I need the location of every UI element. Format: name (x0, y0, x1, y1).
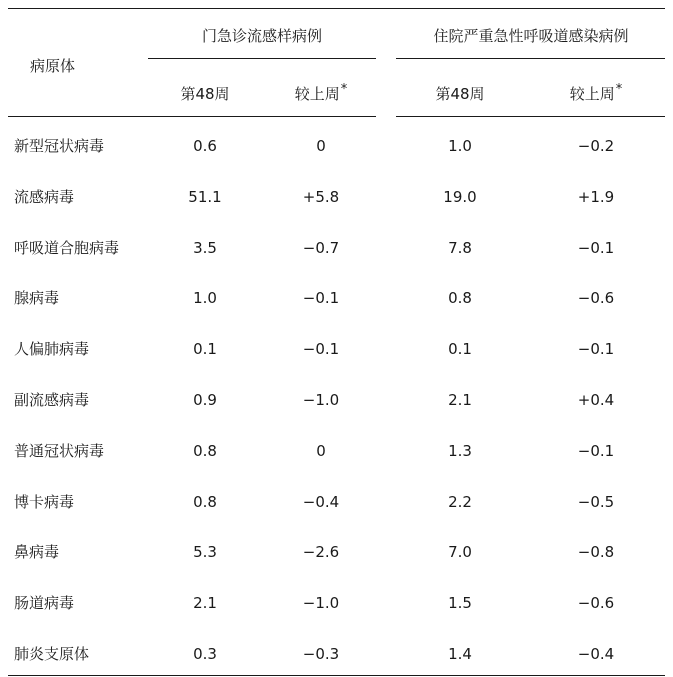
inpatient-group-header: 住院严重急性呼吸道感染病例 (433, 27, 629, 45)
table-bottom-rule (8, 675, 665, 676)
pathogen-name-cell: 新型冠状病毒 (14, 137, 105, 155)
pathogen-name-cell: 肺炎支原体 (14, 645, 90, 663)
outpatient-group-header: 门急诊流感样病例 (201, 27, 323, 45)
header-bottom-rule-right (396, 116, 665, 117)
inpatient-week-header: 第48周 (435, 85, 485, 103)
inpatient-change-cell: +1.9 (577, 188, 615, 206)
inpatient-change-cell: −0.6 (577, 594, 615, 612)
inpatient-week-cell: 1.0 (448, 137, 472, 155)
change-label: 较上周 (294, 85, 340, 103)
inpatient-change-cell: +0.4 (577, 391, 615, 409)
footnote-star: * (340, 82, 348, 97)
inpatient-change-header (570, 84, 623, 106)
pathogen-name-cell: 肠道病毒 (14, 594, 75, 612)
pathogen-name-cell: 鼻病毒 (14, 543, 60, 561)
header-bottom-rule-left (8, 116, 376, 117)
group-rule-inpatient (396, 58, 665, 59)
pathogen-name-cell: 呼吸道合胞病毒 (14, 239, 120, 257)
pathogen-name-cell: 副流感病毒 (14, 391, 90, 409)
inpatient-week-cell: 0.8 (448, 289, 472, 307)
outpatient-change-cell: −0.4 (302, 493, 340, 511)
change-label: 较上周 (569, 85, 615, 103)
outpatient-week-cell: 0.8 (193, 493, 217, 511)
outpatient-week-cell: 2.1 (193, 594, 217, 612)
outpatient-change-cell: −0.1 (302, 289, 340, 307)
inpatient-week-cell: 1.5 (448, 594, 472, 612)
group-rule-outpatient (148, 58, 376, 59)
pathogen-name-cell: 博卡病毒 (14, 493, 75, 511)
inpatient-change-cell: −0.4 (577, 645, 615, 663)
outpatient-change-cell: −0.7 (302, 239, 340, 257)
table-top-rule (8, 8, 665, 9)
outpatient-week-header: 第48周 (180, 85, 230, 103)
outpatient-change-cell: 0 (316, 137, 326, 155)
outpatient-week-cell: 3.5 (193, 239, 217, 257)
pathogen-name-cell: 普通冠状病毒 (14, 442, 105, 460)
outpatient-change-cell: −1.0 (302, 594, 340, 612)
outpatient-change-header (295, 84, 348, 106)
inpatient-week-cell: 7.0 (448, 543, 472, 561)
outpatient-change-cell: 0 (316, 442, 326, 460)
inpatient-change-cell: −0.1 (577, 442, 615, 460)
pathogen-name-cell: 人偏肺病毒 (14, 340, 90, 358)
outpatient-change-cell: −0.3 (302, 645, 340, 663)
outpatient-change-cell: −2.6 (302, 543, 340, 561)
outpatient-week-cell: 0.9 (193, 391, 217, 409)
pathogen-name-cell: 腺病毒 (14, 289, 60, 307)
inpatient-change-cell: −0.2 (577, 137, 615, 155)
outpatient-change-cell: −0.1 (302, 340, 340, 358)
footnote-star: * (615, 82, 623, 97)
outpatient-change-cell: +5.8 (302, 188, 340, 206)
pathogen-header: 病原体 (30, 57, 76, 75)
inpatient-change-cell: −0.1 (577, 340, 615, 358)
outpatient-week-cell: 5.3 (193, 543, 217, 561)
inpatient-week-cell: 1.3 (448, 442, 472, 460)
outpatient-week-cell: 0.8 (193, 442, 217, 460)
inpatient-week-cell: 2.2 (448, 493, 472, 511)
outpatient-week-cell: 1.0 (193, 289, 217, 307)
outpatient-week-cell: 0.6 (193, 137, 217, 155)
inpatient-week-cell: 0.1 (448, 340, 472, 358)
outpatient-week-cell: 51.1 (188, 188, 222, 206)
outpatient-week-cell: 0.3 (193, 645, 217, 663)
inpatient-week-cell: 7.8 (448, 239, 472, 257)
inpatient-change-cell: −0.5 (577, 493, 615, 511)
inpatient-change-cell: −0.8 (577, 543, 615, 561)
inpatient-week-cell: 2.1 (448, 391, 472, 409)
inpatient-change-cell: −0.1 (577, 239, 615, 257)
pathogen-name-cell: 流感病毒 (14, 188, 75, 206)
outpatient-change-cell: −1.0 (302, 391, 340, 409)
inpatient-week-cell: 19.0 (443, 188, 477, 206)
inpatient-week-cell: 1.4 (448, 645, 472, 663)
inpatient-change-cell: −0.6 (577, 289, 615, 307)
outpatient-week-cell: 0.1 (193, 340, 217, 358)
